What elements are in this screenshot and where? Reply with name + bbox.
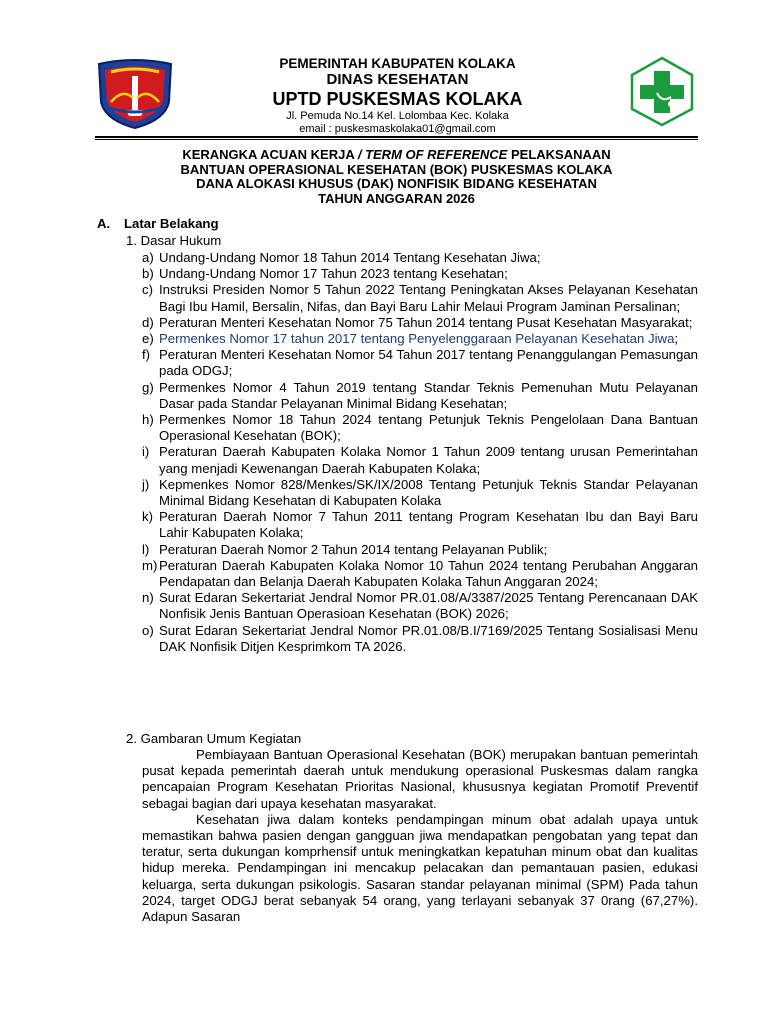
list-item: i) Peraturan Daerah Kabupaten Kolaka Nomor 1 Tahun 2009 tentang urusan Pemerintahan yang menjadi Kewenangan Daerah Kabupaten Kolaka; <box>142 444 698 476</box>
title-line4: TAHUN ANGGARAN 2026 <box>318 190 475 206</box>
title-line3: DANA ALOKASI KHUSUS (DAK) NONFISIK BIDANG KESEHATAN <box>196 176 597 191</box>
puskesmas-logo <box>627 55 697 127</box>
list-item: l) Peraturan Daerah Nomor 2 Tahun 2014 tentang Pelayanan Publik; <box>142 541 548 557</box>
list-item: c) Instruksi Presiden Nomor 5 Tahun 2022 Tentang Peningkatan Akses Pelayanan Kesehatan Bagi Ibu Hamil, Bersalin, Nifas, dan Bayi Baru Lahir Melaui Program Jaminan Persalinan; <box>142 282 698 314</box>
linked-regulation-text: Permenkes Nomor 17 tahun 2017 tentang Penyelenggaraan Pelayanan Kesehatan Jiwa <box>159 331 675 347</box>
letterhead-government: PEMERINTAH KABUPATEN KOLAKA <box>279 56 516 71</box>
letterhead-institution: UPTD PUSKESMAS KOLAKA <box>272 89 523 109</box>
list-item: n) Surat Edaran Sekertariat Jendral Nomor PR.01.08/A/3387/2025 Tentang Perencanaan DAK Nonfisik Jenis Bantuan Operasioan Kesehatan (BOK) 2026; <box>142 590 698 622</box>
letterhead-divider <box>95 136 698 138</box>
list-item: f) Peraturan Menteri Kesehatan Nomor 54 Tahun 2017 tentang Penanggulangan Pemasungan pada ODGJ; <box>142 347 698 379</box>
list-item: m) Peraturan Daerah Kabupaten Kolaka Nomor 10 Tahun 2024 tentang Perubahan Anggaran Pendapatan dan Belanja Daerah Kabupaten Kolaka Tahun Anggaran 2024; <box>142 557 698 590</box>
document-title <box>95 148 698 206</box>
paragraph-mental-health: Kesehatan jiwa dalam konteks pendampingan minum obat adalah upaya untuk memastikan bahwa pasien dengan gangguan jiwa mendapatkan pengobatan yang tepat dan teratur, serta dukungan komprhensif untuk meningkatkan kepatuhan minum obat dan kualitas hidup mereka. Pendampingan ini mencakup pelacakan dan pemantauan pasien, edukasi keluarga, serta dukungan psikologis. Sasaran standar pelayanan minimal (SPM) Pada tahun 2024, target ODGJ berat sebanyak 54 orang, yang terlayani sebanyak 37 0rang (67,27%). Adapun Sasaran <box>142 811 698 925</box>
list-item: d) Peraturan Menteri Kesehatan Nomor 75 Tahun 2014 tentang Pusat Kesehatan Masyarakat; <box>142 314 693 330</box>
list-item: o) Surat Edaran Sekertariat Jendral Nomor PR.01.08/B.I/7169/2025 Tentang Sosialisasi Menu DAK Nonfisik Ditjen Kesprimkom TA 2026. <box>142 622 698 654</box>
activity-overview-text <box>142 747 698 925</box>
list-item: b) Undang-Undang Nomor 17 Tahun 2023 tentang Kesehatan; <box>142 266 508 282</box>
letterhead <box>200 56 595 135</box>
section-a-number: A. <box>97 216 111 231</box>
kolaka-regency-logo <box>93 58 177 130</box>
letterhead-address: Jl. Pemuda No.14 Kel. Lolombaa Kec. Kolaka <box>286 110 509 122</box>
section-a-heading <box>97 216 219 232</box>
title-part3: PELAKSANAAN <box>507 147 611 162</box>
section-a-title: Latar Belakang <box>124 216 219 231</box>
legal-basis-list <box>142 250 698 655</box>
letterhead-email: email : puskesmaskolaka01@gmail.com <box>299 122 496 135</box>
subsection-activity-overview: 2. Gambaran Umum Kegiatan <box>126 731 302 746</box>
title-line2: BANTUAN OPERASIONAL KESEHATAN (BOK) PUSKESMAS KOLAKA <box>180 161 613 177</box>
list-item: g) Permenkes Nomor 4 Tahun 2019 tentang Standar Teknis Pemenuhan Mutu Pelayanan Dasar pada Standar Pelayanan Minimal Bidang Kesehatan; <box>142 379 698 411</box>
list-item: a) Undang-Undang Nomor 18 Tahun 2014 Tentang Kesehatan Jiwa; <box>142 250 541 265</box>
title-part2-italic: / TERM OF REFERENCE <box>357 147 508 162</box>
list-item: e) Permenkes Nomor 17 tahun 2017 tentang Penyelenggaraan Pelayanan Kesehatan Jiwa; <box>142 331 679 347</box>
subsection-legal-basis: 1. Dasar Hukum <box>126 233 222 248</box>
letterhead-divider-thin <box>95 139 698 140</box>
title-part1: KERANGKA ACUAN KERJA <box>182 147 358 162</box>
list-item: h) Permenkes Nomor 18 Tahun 2024 tentang Petunjuk Teknis Pengelolaan Dana Bantuan Operasional Kesehatan (BOK); <box>142 412 698 444</box>
paragraph-bok-funding: Pembiayaan Bantuan Operasional Kesehatan (BOK) merupakan bantuan pemerintah pusat kepada pemerintah daerah untuk mendukung operasional Puskesmas dalam rangka pencapaian Program Kesehatan Prioritas Nasional, khususnya kegiatan Promotif Preventif sebagai bagian dari upaya kesehatan masyarakat. <box>142 747 698 811</box>
list-item: k) Peraturan Daerah Nomor 7 Tahun 2011 tentang Program Kesehatan Ibu dan Bayi Baru Lahir Kabupaten Kolaka; <box>142 509 698 541</box>
list-item: j) Kepmenkes Nomor 828/Menkes/SK/IX/2008 Tentang Petunjuk Teknis Standar Pelayanan Minimal Bidang Kesehatan di Kabupaten Kolaka <box>142 476 698 509</box>
letterhead-department: DINAS KESEHATAN <box>326 71 469 88</box>
